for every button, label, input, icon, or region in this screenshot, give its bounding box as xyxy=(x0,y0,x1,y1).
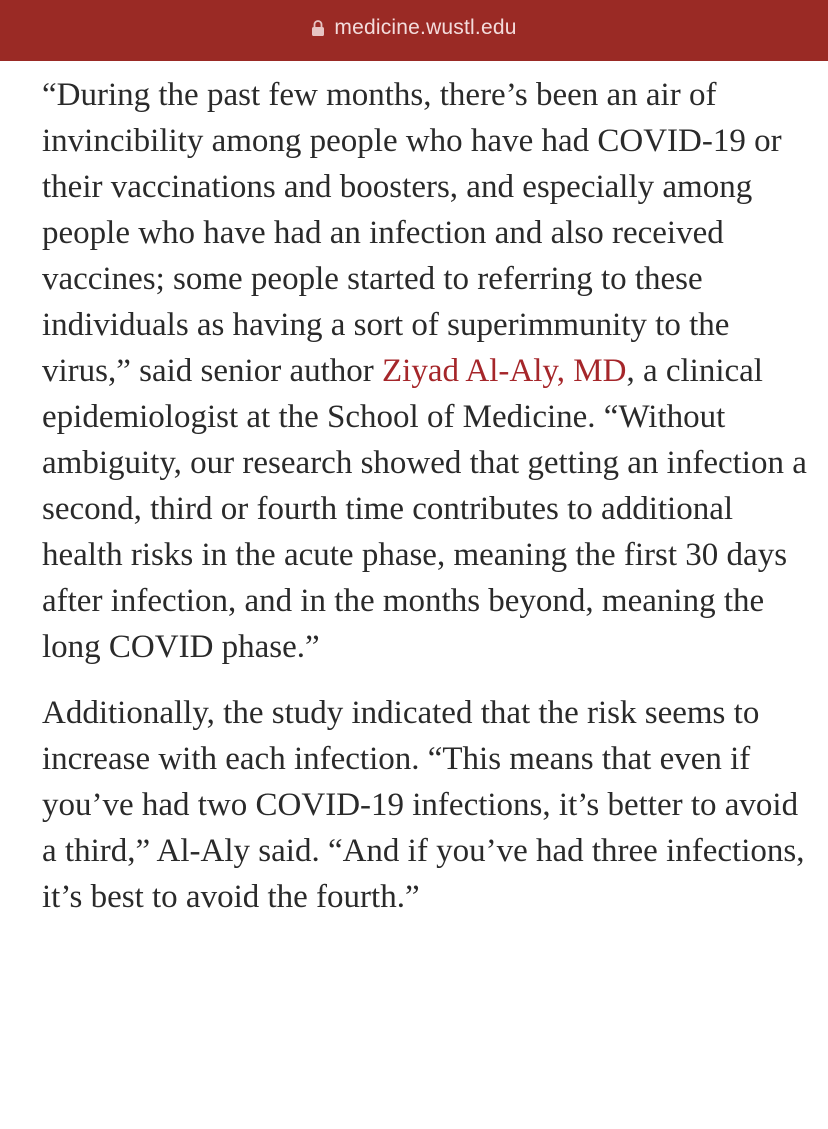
summary-paragraph: Additionally, the study indicated that the risk seems to increase with each infection. “This means that even if you’ve had two COVID-19 infections, it’s better to avoid a third,” Al-Aly said. “And if you’ve had three infections, it’s best to avoid the fourth.” xyxy=(42,695,805,915)
browser-url-bar[interactable] xyxy=(0,0,828,61)
paragraph-text-start: “During the past few months, there’s been an air of invincibility among people who have had COVID-19 or their vaccinations and boosters, and especially among people who have had an infection and also received vaccines; some people started to referring to these individuals as having a sort of superimmunity to the virus,” said senior author xyxy=(42,77,782,389)
author-link[interactable]: Ziyad Al-Aly, MD xyxy=(382,353,627,389)
lock-icon xyxy=(311,19,325,37)
paragraph-text-end: , a clinical epidemiologist at the School of Medicine. “Without ambiguity, our research showed that getting an infection a second, third or fourth time contributes to additional health risks in the acute phase, meaning the first 30 days after infection, and in the months beyond, meaning the long COVID phase.” xyxy=(42,353,807,665)
quote-paragraph xyxy=(42,72,812,670)
article-body xyxy=(42,72,812,920)
url-text: medicine.wustl.edu xyxy=(334,15,517,39)
url-display[interactable] xyxy=(311,16,516,40)
